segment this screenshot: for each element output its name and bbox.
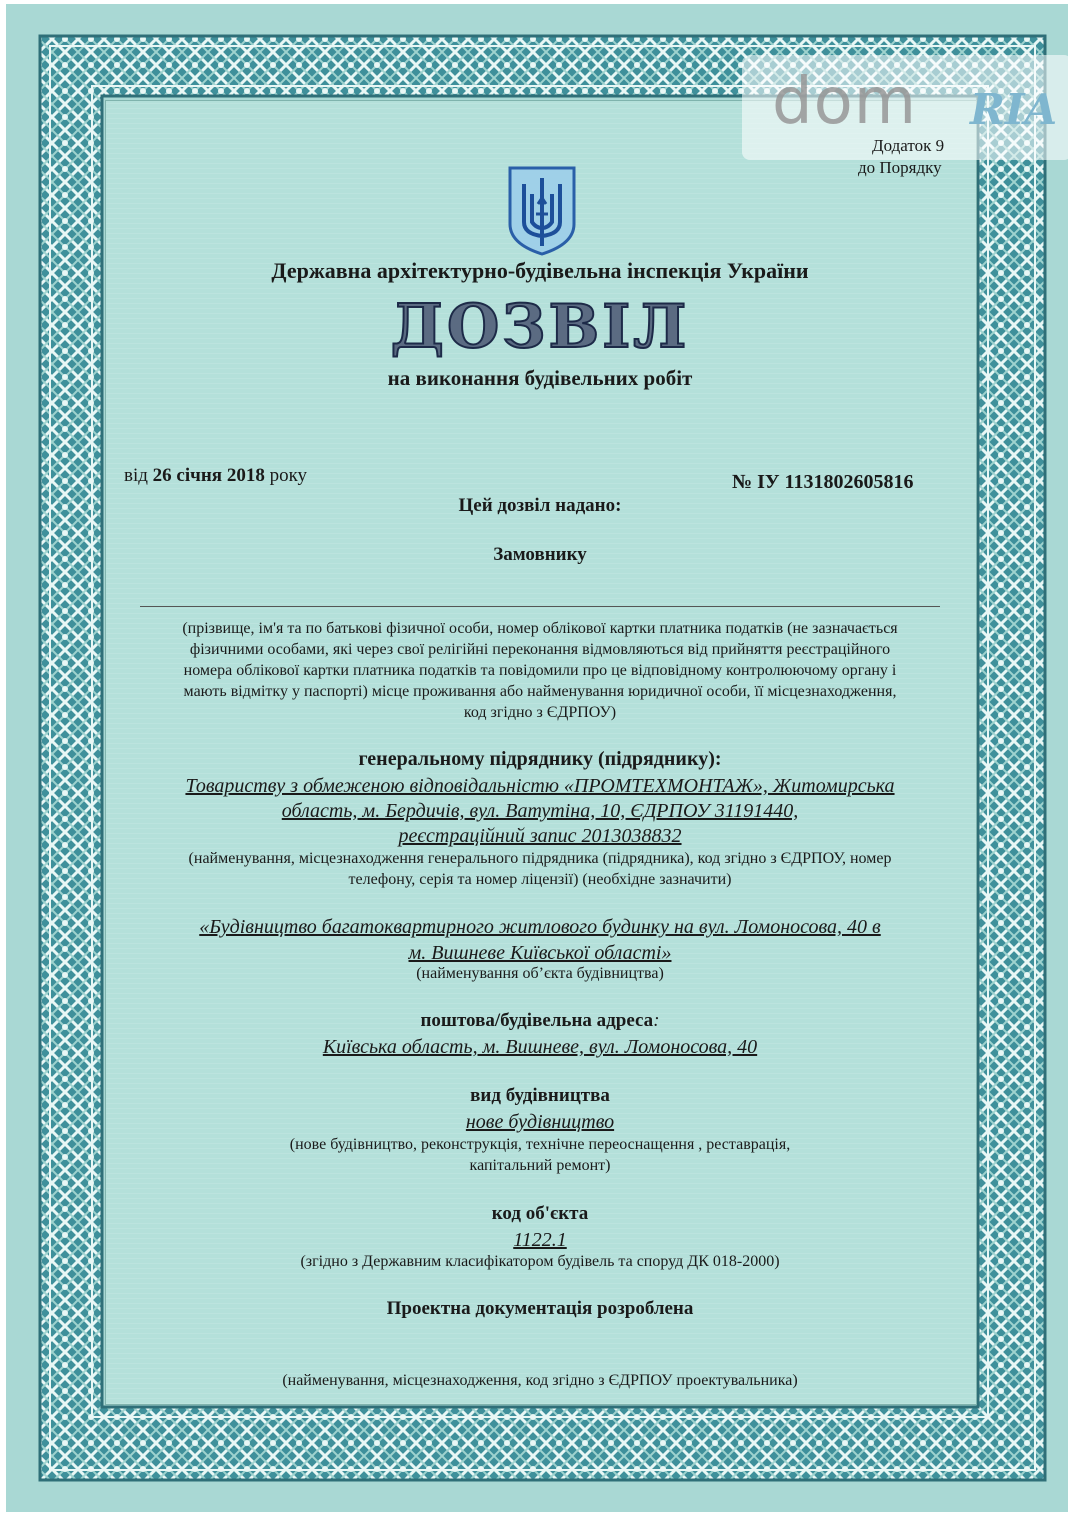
- construction-kind-label: вид будівництва: [470, 1085, 610, 1106]
- object-code-value: 1122.1: [513, 1229, 567, 1251]
- object-code-label: код об'єкта: [491, 1203, 589, 1224]
- customer-note-line: (прізвище, ім'я та по батькові фізичної особи, номер облікової картки платника податків (не зазначається: [182, 620, 898, 637]
- object-code-note: (згідно з Державним класифікатором будівель та споруд ДК 018-2000): [300, 1253, 780, 1270]
- customer-note-line: номера облікової картки платника податків та повідомили про це відповідному контролюючому органу і: [183, 662, 897, 679]
- document-subtitle: на виконання будівельних робіт: [387, 366, 693, 390]
- customer-note-line: фізичними особами, які через свої релігійні переконання відмовляються від прийняття реєстраційного: [189, 641, 891, 658]
- granted-label: Цей дозвіл надано:: [458, 495, 622, 516]
- object-value-line: «Будівництво багатоквартирного житлового будинку на вул. Ломоносова, 40 в: [199, 916, 881, 938]
- watermark-dom-logo: dom: [772, 65, 918, 139]
- customer-note-line: код згідно з ЄДРПОУ): [463, 704, 617, 721]
- appendix-sub-label: до Порядку: [858, 158, 942, 177]
- design-docs-label: Проектна документація розроблена: [386, 1298, 694, 1319]
- address-label-text: поштова/будівельна адреса: [420, 1010, 654, 1031]
- contractor-value-line: реєстраційний запис 2013038832: [398, 825, 682, 847]
- object-note: (найменування об’єкта будівництва): [416, 965, 664, 982]
- contractor-note-line: телефону, серія та номер ліцензії) (необхідне зазначити): [348, 871, 732, 888]
- construction-kind-note-line: (нове будівництво, реконструкція, технічне переоснащення , реставрація,: [289, 1136, 791, 1153]
- customer-note-line: мають відмітку у паспорті) місце проживання або найменування юридичної особи, її місцезнаходження,: [183, 683, 897, 700]
- address-colon: :: [653, 1010, 660, 1031]
- issue-date: [124, 465, 307, 487]
- document-title: ДОЗВІЛ: [390, 292, 690, 362]
- construction-kind-value: нове будівництво: [465, 1111, 615, 1133]
- address-value: Київська область, м. Вишневе, вул. Ломоносова, 40: [322, 1036, 758, 1058]
- contractor-value-line: область, м. Бердичів, вул. Ватутіна, 10, ЄДРПОУ 31191440,: [281, 800, 799, 822]
- trident-emblem-icon: [506, 164, 578, 256]
- date-value: 26 січня 2018: [152, 465, 265, 486]
- address-label: [0, 1010, 1080, 1032]
- customer-label: Замовнику: [493, 544, 587, 565]
- permit-number: № ІУ 1131802605816: [732, 471, 914, 493]
- contractor-value-line: Товариству з обмеженою відповідальністю «ПРОМТЕХМОНТАЖ», Житомирська: [185, 775, 895, 797]
- watermark-ria-logo: RIA: [970, 85, 1058, 134]
- contractor-note-line: (найменування, місцезнаходження генерального підрядника (підрядника), код згідно з ЄДРПОУ, номер: [188, 850, 892, 867]
- contractor-label: генеральному підряднику (підряднику):: [358, 748, 722, 770]
- date-suffix: року: [264, 465, 308, 486]
- appendix-label: Додаток 9: [872, 136, 945, 155]
- object-value-line: м. Вишневе Київської області»: [408, 942, 672, 964]
- agency-title: Державна архітектурно-будівельна інспекція України: [271, 258, 809, 283]
- design-docs-note: (найменування, місцезнаходження, код згідно з ЄДРПОУ проектувальника): [282, 1372, 798, 1389]
- customer-blank-line: [140, 606, 940, 607]
- date-prefix: від: [124, 465, 153, 486]
- construction-kind-note-line: капітальний ремонт): [469, 1157, 611, 1174]
